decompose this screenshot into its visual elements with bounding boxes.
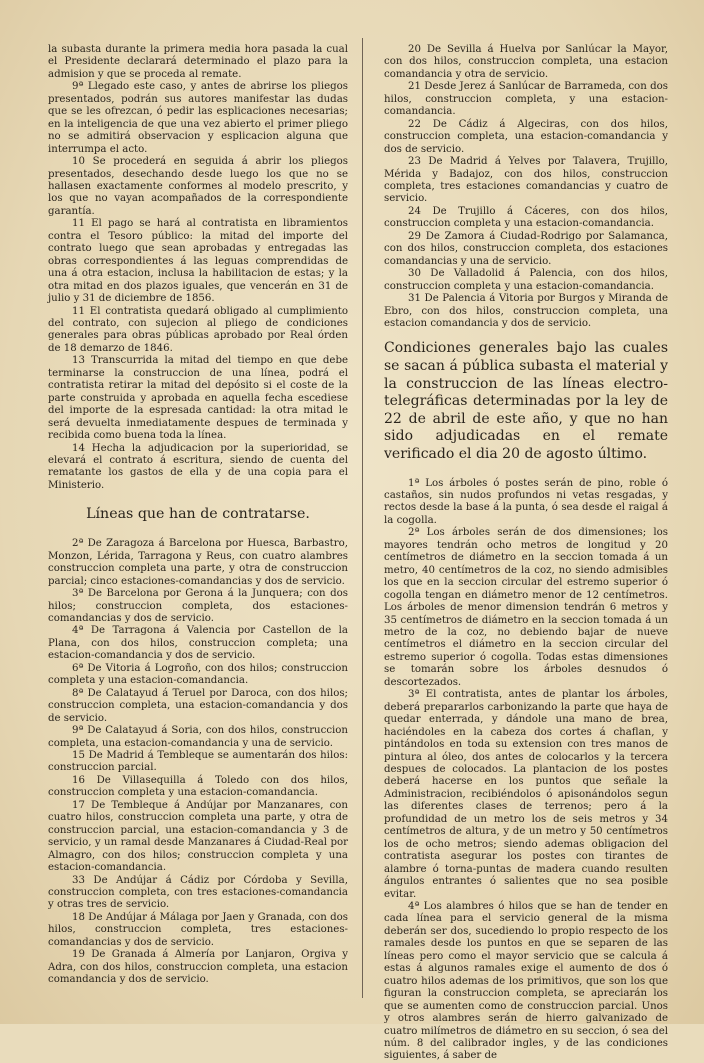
line-entry: 15 De Madrid á Tembleque se aumentarán dos hilos: construccion parcial. xyxy=(48,750,348,774)
line-entry: 29 De Zamora á Ciudad-Rodrigo por Salamanca, con dos hilos, construccion completa, dos estaciones comandancias y una de servicio. xyxy=(384,230,668,267)
paragraph-condition-13: 13 Transcurrida la mitad del tiempo en que debe terminarse la construccion de una línea, podrá el contratista retirar la mitad del depósito si el coste de la parte construida y aprobada en aquella fecha escediese del importe de la espresada cantidad: la otra mitad le será devuelta inmediatamente despues de terminada y recibida como buena toda la línea. xyxy=(48,355,348,442)
line-entry: 8ª De Calatayud á Teruel por Daroca, con dos hilos; construccion completa, una estacion-comandancia y dos de servicio. xyxy=(48,687,348,724)
line-entry: 9ª De Calatayud á Soria, con dos hilos, construccion completa, una estacion-comandancia y una de servicio. xyxy=(48,725,348,749)
paragraph-condition-14: 14 Hecha la adjudicacion por la superioridad, se elevará el contrato á escritura, siendo de cuenta del rematante los gastos de ella y de una copia para el Ministerio. xyxy=(48,442,348,491)
paragraph-condition-9: 9ª Llegado este caso, y antes de abrirse los pliegos presentados, podrán sus autores manifestar las dudas que se les ofrezcan, ó pedir las esplicaciones necesarias; en la inteligencia de que una vez abierto el primer pliego no se admitirá observacion y esplicacion alguna que interrumpa el acto. xyxy=(48,81,348,155)
paragraph-intro: la subasta durante la primera media hora pasada la cual el Presidente declarará determinado el plazo para la admision y que se proceda al remate. xyxy=(48,44,348,80)
line-entry: 2ª De Zaragoza á Barcelona por Huesca, Barbastro, Monzon, Lérida, Tarragona y Reus, con cuatro alambres construccion completa una parte, y otra de construccion parcial; cinco estaciones-comandancias y dos de servicio. xyxy=(48,538,348,587)
paragraph-condition-10: 10 Se procederá en seguida á abrir los pliegos presentados, desechando desde luego los que no se hallasen exactamente conformes al modelo prescrito, y los que no vayan acompañados de la correspondiente garantía. xyxy=(48,156,348,217)
condition-paragraph: 4ª Los alambres ó hilos que se han de tender en cada línea para el servicio general de la misma deberán ser dos, sucediendo lo propio respecto de los ramales desde los puntos en que se separen de las líneas pero como el mayor servicio que se calcula á estas á algunos ramales exige el aumento de dos ó cuatro hilos ademas de los primitivos, que son los que figuran la construccion completa, se apreciarán los que se aumenten como de construccion parcial. Unos y otros alambres serán de hierro galvanizado de cuatro milímetros de diámetro en su seccion, ó sea del núm. 8 del calibrador ingles, y de las condiciones siguientes, á saber de xyxy=(384,900,668,1062)
line-entry: 4ª De Tarragona á Valencia por Castellon de la Plana, con dos hilos, construccion completa; una estacion-comandancia y dos de servicio. xyxy=(48,625,348,662)
line-entry: 23 De Madrid á Yelves por Talavera, Trujillo, Mérida y Badajoz, con dos hilos, construccion completa, tres estaciones comandancias y cuatro de servicio. xyxy=(384,156,668,205)
line-entry: 16 De Villasequilla á Toledo con dos hilos, construccion completa y una estacion-comandancia. xyxy=(48,774,348,799)
line-entry: 24 De Trujillo á Cáceres, con dos hilos, construccion completa y una estacion-comandancia. xyxy=(384,205,668,230)
line-entry: 22 De Cádiz á Algeciras, con dos hilos, construccion completa, una estacion-comandancia y dos de servicio. xyxy=(384,118,668,155)
line-entry: 18 De Andújar á Málaga por Jaen y Granada, con dos hilos, construccion completa, tres estaciones-comandancias y dos de servicio. xyxy=(48,911,348,948)
line-entry: 21 Desde Jerez á Sanlúcar de Barrameda, con dos hilos, construccion completa, y una estacion-comandancia. xyxy=(384,81,668,118)
paragraph-condition-11: 11 El pago se hará al contratista en libramientos contra el Tesoro público: la mitad del importe del contrato luego que sean aprobadas y entregadas las obras correspondientes á las leguas comprendidas de una á otra estacion, inclusa la habilitacion de estas; y la otra mitad en dos plazos iguales, que vencerán en 31 de julio y 31 de diciembre de 1856. xyxy=(48,218,348,305)
line-entry: 19 De Granada á Almería por Lanjaron, Orgiva y Adra, con dos hilos, construccion completa, una estacion comandancia y dos de servicio. xyxy=(48,949,348,986)
section-heading-conditions: Condiciones generales bajo las cuales se sacan á pública subasta el material y la construccion de las líneas electro-telegráficas determinadas por la ley de 22 de abril de este año, y que no han sido adjudicadas en el remate verificado el dia 20 de agosto último. xyxy=(384,340,668,462)
condition-paragraph: 3ª El contratista, antes de plantar los árboles, deberá prepararlos carbonizando la parte que haya de quedar enterrada, y dándole una mano de brea, haciéndoles en la cabeza dos cortes á chaflan, y pintándolos en toda su extension con tres manos de pintura al óleo, dos antes de colocarlos y la tercera despues de colocados. La plantacion de los postes deberá hacerse en los puntos que señale la Administracion, recibiéndolos ó apisonándolos segun las diferentes clases de terrenos; pero á la profundidad de un metro los de seis metros y 34 centímetros de altura, y de un metro y 50 centímetros los de ocho metros; siendo ademas obligacion del contratista asegurar los postes con tirantes de alambre ó torna-puntas de madera cuando resulten ángulos entrantes ó salientes que no sea posible evitar. xyxy=(384,689,668,900)
paragraph-condition-11b: 11 El contratista quedará obligado al cumplimiento del contrato, con sujecion al pliego de condiciones generales para obras públicas aprobado por Real órden de 18 demarzo de 1846. xyxy=(48,305,348,354)
condition-paragraph: 1ª Los árboles ó postes serán de pino, roble ó castaños, sin nudos profundos ni vetas resgadas, y rectos desde la base á la punta, ó sea desde el raigal á la cogolla. xyxy=(384,477,668,526)
condition-paragraph: 2ª Los árboles serán de dos dimensiones; los mayores tendrán ocho metros de longitud y 20 centímetros de diámetro en la seccion tomada á un metro, 40 centímetros de la coz, no siendo admisibles los que en la seccion circular del estremo superior ó cogolla tengan en diámetro menor de 12 centímetros. Los árboles de menor dimension tendrán 6 metros y 35 centímetros de diámetro en la seccion tomada á un metro de la coz, no debiendo bajar de nueve centímetros el diámetro en la seccion circular del estremo superior ó cogolla. Todas estas dimensiones se tomarán sobre los árboles desnudos ó descortezados. xyxy=(384,527,668,688)
section-heading-lines: Líneas que han de contratarse. xyxy=(86,506,310,523)
line-entry: 3ª De Barcelona por Gerona á la Junquera; con dos hilos; construccion completa, dos estaciones-comandancias y dos de servicio. xyxy=(48,588,348,625)
line-entry: 6ª De Vitoria á Logroño, con dos hilos; construccion completa y una estacion-comandancia. xyxy=(48,662,348,687)
line-entry: 31 De Palencia á Vitoria por Burgos y Miranda de Ebro, con dos hilos, construccion completa, una estacion comandancia y dos de servicio. xyxy=(384,293,668,329)
column-divider xyxy=(362,38,363,998)
line-entry: 17 De Tembleque á Andújar por Manzanares, con cuatro hilos, construccion completa una parte, y otra de construccion parcial, una estacion-comandancia y 3 de servicio, y un ramal desde Manzanares á Ciudad-Real por Almagro, con dos hilos; construccion completa y una estacion-comandancia. xyxy=(48,799,348,874)
left-column xyxy=(48,44,348,987)
line-entry: 30 De Valladolid á Palencia, con dos hilos, construccion completa y una estacion-comandancia. xyxy=(384,268,668,292)
line-entry: 20 De Sevilla á Huelva por Sanlúcar la Mayor, con dos hilos, construccion completa, una estacion comandancia y otra de servicio. xyxy=(384,44,668,80)
right-column xyxy=(384,44,668,1063)
line-entry: 33 De Andújar á Cádiz por Córdoba y Sevilla, construccion completa, con tres estaciones-comandancia y otras tres de servicio. xyxy=(48,874,348,911)
